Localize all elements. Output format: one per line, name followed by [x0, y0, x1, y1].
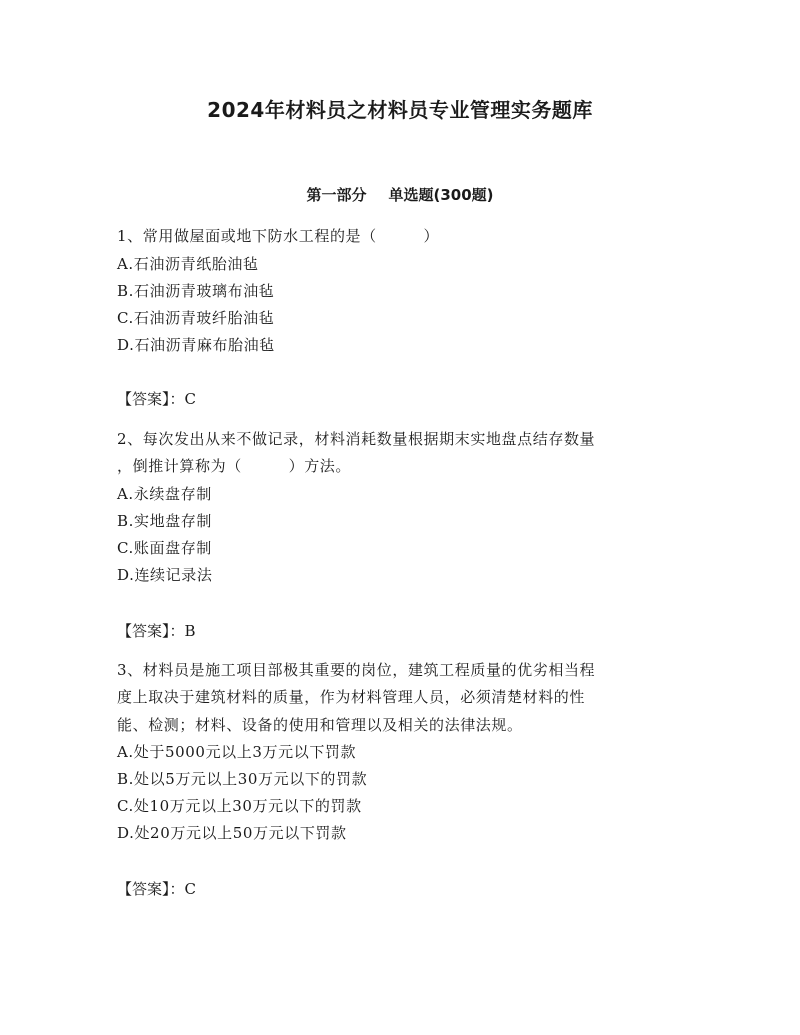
question-2-option-d: D.连续记录法: [117, 566, 213, 584]
question-3-option-d: D.处20万元以上50万元以下罚款: [117, 824, 347, 842]
question-1-option-d: D.石油沥青麻布胎油毡: [117, 336, 275, 354]
question-3-stem-line-1: 3、材料员是施工项目部极其重要的岗位，建筑工程质量的优劣相当程: [117, 661, 596, 679]
question-2-option-b: B.实地盘存制: [117, 512, 212, 530]
question-3-option-c: C.处10万元以上30万元以下的罚款: [117, 797, 362, 815]
question-1-answer: 【答案】：C: [117, 390, 196, 408]
question-3-stem-line-3: 能、检测；材料、设备的使用和管理以及相关的法律法规。: [117, 716, 523, 734]
question-3-option-a: A.处于5000元以上3万元以下罚款: [117, 743, 357, 761]
question-2-option-a: A.永续盘存制: [117, 485, 212, 503]
section-type: 单选题(300题): [388, 186, 494, 204]
question-1-stem: 1、常用做屋面或地下防水工程的是（ ）: [117, 227, 440, 245]
section-part: 第一部分: [306, 186, 367, 204]
question-3-answer: 【答案】：C: [117, 880, 196, 898]
question-1-option-c: C.石油沥青玻纤胎油毡: [117, 309, 275, 327]
question-2-answer: 【答案】：B: [117, 622, 196, 640]
question-2-stem-line-1: 2、每次发出从来不做记录，材料消耗数量根据期末实地盘点结存数量: [117, 430, 596, 448]
document-title: 2024年材料员之材料员专业管理实务题库: [207, 98, 593, 122]
question-2-stem-line-2: ，倒推计算称为（ ）方法。: [117, 457, 352, 475]
question-1-option-a: A.石油沥青纸胎油毡: [117, 255, 259, 273]
question-1-option-b: B.石油沥青玻璃布油毡: [117, 282, 275, 300]
section-heading: [0, 183, 800, 207]
question-2-option-c: C.账面盘存制: [117, 539, 212, 557]
question-3-stem-line-2: 度上取决于建筑材料的质量，作为材料管理人员，必须清楚材料的性: [117, 688, 586, 706]
question-3-option-b: B.处以5万元以上30万元以下的罚款: [117, 770, 368, 788]
